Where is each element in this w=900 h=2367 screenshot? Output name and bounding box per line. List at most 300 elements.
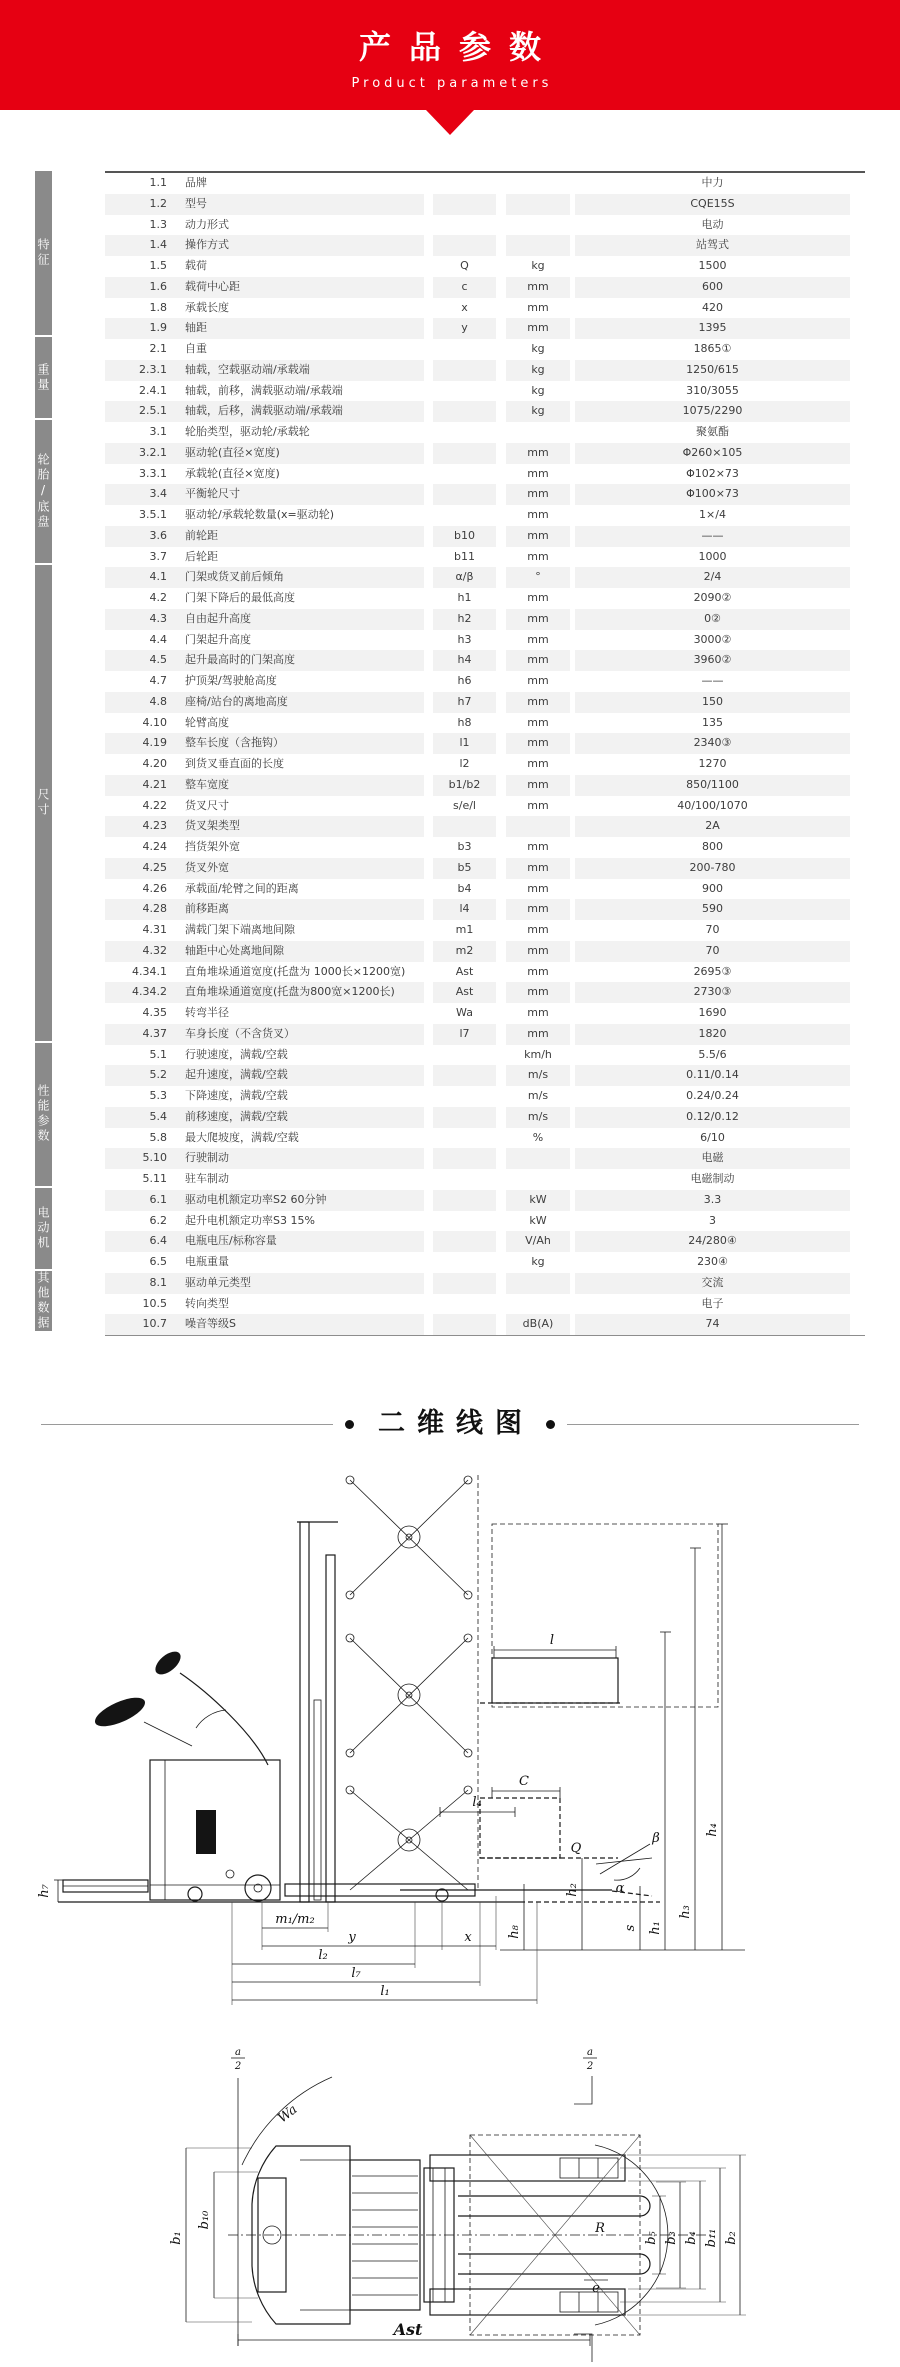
dim-label-h2: h₂ (565, 1883, 580, 1897)
group-label: 尺寸 (35, 565, 52, 1040)
row-value: 74 (575, 1314, 850, 1335)
table-row (105, 837, 865, 858)
row-unit: mm (506, 650, 570, 671)
row-label: 护顶架/驾驶舱高度 (185, 674, 277, 687)
row-unit: mm (506, 526, 570, 547)
row-unit: kW (529, 1213, 547, 1227)
table-row (105, 422, 865, 443)
row-label-cell (105, 588, 424, 609)
row-number: 2.5.1 (139, 404, 167, 418)
header-banner (0, 0, 900, 110)
row-value: CQE15S (575, 194, 850, 215)
row-unit: km/h (524, 1047, 552, 1061)
dim-label-a2-left-num: a (235, 2047, 241, 2058)
table-row (105, 339, 865, 360)
row-number: 4.32 (142, 943, 167, 957)
row-label: 转向类型 (185, 1296, 229, 1310)
row-label: 直角堆垛通道宽度(托盘为 1000长×1200宽) (185, 964, 406, 978)
row-value: 600 (575, 277, 850, 298)
row-unit: % (532, 1130, 544, 1144)
dim-label-b11: b₁₁ (704, 2228, 719, 2248)
row-value: 3000② (693, 632, 732, 646)
row-value: 2695③ (693, 964, 732, 978)
row-number: 1.8 (149, 300, 167, 314)
row-unit (506, 235, 570, 256)
row-number: 10.7 (142, 1317, 167, 1331)
row-label-cell (105, 1211, 424, 1232)
row-label-cell (105, 816, 424, 837)
row-unit: mm (506, 609, 570, 630)
row-number: 1.1 (149, 176, 167, 189)
row-label: 轮臂高度 (185, 715, 229, 729)
table-row (105, 1211, 865, 1232)
row-label-cell (105, 173, 424, 194)
row-unit: kg (531, 383, 545, 397)
row-value: 1395 (575, 318, 850, 339)
row-value: 2340③ (575, 733, 850, 754)
row-number: 6.1 (149, 1192, 167, 1206)
row-label-cell (105, 713, 424, 734)
row-symbol: b5 (433, 858, 496, 879)
row-symbol: Ast (455, 964, 474, 978)
row-symbol (433, 381, 496, 402)
row-label: 车身长度（不含货叉） (185, 1026, 295, 1040)
group-label: 性能参数 (35, 1043, 52, 1186)
row-number: 6.4 (149, 1234, 167, 1248)
table-row (105, 298, 865, 319)
heading-dot-right (546, 1420, 555, 1429)
row-label-cell (105, 547, 424, 568)
dim-label-c: C (519, 1774, 529, 1789)
row-value: 200-780 (575, 858, 850, 879)
row-label: 噪音等级S (185, 1317, 236, 1331)
row-label-cell (105, 837, 424, 858)
table-row (105, 1045, 865, 1066)
row-label: 门架起升高度 (185, 632, 251, 646)
table-row (105, 816, 865, 837)
table-row (105, 173, 865, 194)
dim-label-h7: h₇ (37, 1884, 52, 1898)
row-number: 4.34.1 (132, 964, 167, 978)
row-value: —— (701, 674, 724, 687)
table-row (105, 567, 865, 588)
row-label: 起升速度，满载/空载 (185, 1068, 288, 1082)
row-label: 驱动轮(直径×宽度) (185, 445, 280, 459)
row-label-cell (105, 609, 424, 630)
row-label: 承载长度 (185, 300, 229, 314)
row-symbol: b10 (433, 526, 496, 547)
row-value: 135 (702, 715, 723, 729)
row-label: 门架或货叉前后倾角 (185, 570, 284, 584)
row-unit: mm (527, 964, 549, 978)
row-unit: mm (527, 674, 549, 687)
dim-label-b5: b₅ (644, 2231, 659, 2245)
row-number: 1.3 (149, 217, 167, 231)
table-row (105, 194, 865, 215)
row-symbol: c (433, 277, 496, 298)
table-row (105, 1024, 865, 1045)
row-label-cell (105, 235, 424, 256)
row-label: 起升电机额定功率S3 15% (185, 1213, 315, 1227)
row-number: 4.2 (149, 591, 167, 604)
row-symbol: m2 (433, 941, 496, 962)
row-label-cell (105, 899, 424, 920)
row-value: 3.3 (575, 1190, 850, 1211)
row-label: 后轮距 (185, 549, 218, 563)
dim-label-l2: l₂ (318, 1948, 328, 1963)
row-symbol: h2 (433, 609, 496, 630)
table-row (105, 443, 865, 464)
row-label-cell (105, 1314, 424, 1335)
row-value: 站驾式 (575, 235, 850, 256)
table-row (105, 1148, 865, 1169)
table-row (105, 505, 865, 526)
dim-label-q: Q (570, 1841, 582, 1856)
row-number: 4.24 (142, 840, 167, 853)
row-label: 自重 (185, 342, 207, 355)
row-unit (506, 1148, 570, 1169)
row-value: 1690 (698, 1006, 727, 1019)
row-unit: kg (531, 342, 545, 355)
table-row (105, 941, 865, 962)
row-symbol: h4 (433, 650, 496, 671)
table-row (105, 318, 865, 339)
row-unit: mm (506, 982, 570, 1003)
spec-table (105, 171, 865, 1336)
row-symbol (433, 1294, 496, 1315)
row-label: 轴载，前移，满载驱动端/承载端 (185, 383, 343, 397)
row-label-cell (105, 484, 424, 505)
row-symbol (433, 443, 496, 464)
row-value: Φ100×73 (575, 484, 850, 505)
row-unit: mm (506, 941, 570, 962)
row-label: 承载轮(直径×宽度) (185, 466, 280, 480)
row-symbol (433, 1128, 496, 1149)
row-number: 4.22 (142, 798, 167, 812)
row-symbol: h1 (457, 591, 472, 604)
row-number: 4.28 (142, 902, 167, 916)
row-label: 承载面/轮臂之间的距离 (185, 881, 299, 895)
row-label-cell (105, 381, 424, 402)
table-row (105, 401, 865, 422)
table-row (105, 1294, 865, 1315)
row-label: 轴距中心处离地间隙 (185, 943, 284, 957)
table-row (105, 256, 865, 277)
group-label: 重量 (35, 337, 52, 418)
row-label: 操作方式 (185, 238, 229, 252)
table-row (105, 962, 865, 983)
row-label-cell (105, 1086, 424, 1107)
row-number: 4.7 (149, 674, 167, 687)
row-value: 150 (575, 692, 850, 713)
row-value: 70 (705, 923, 720, 936)
row-symbol (433, 1252, 496, 1273)
row-number: 3.4 (149, 487, 167, 501)
row-unit: mm (527, 508, 549, 521)
row-value: 交流 (575, 1273, 850, 1294)
dim-label-x: x (464, 1930, 472, 1945)
row-label-cell (105, 360, 424, 381)
row-label: 到货叉垂直面的长度 (185, 757, 284, 770)
row-unit (506, 194, 570, 215)
row-label-cell (105, 879, 424, 900)
row-number: 4.37 (142, 1026, 167, 1040)
dim-label-l1: l₁ (380, 1984, 390, 1999)
row-number: 3.5.1 (139, 508, 167, 521)
row-label: 前轮距 (185, 528, 218, 542)
table-row (105, 277, 865, 298)
row-unit: mm (527, 881, 549, 895)
group-label: 其他数据 (36, 1270, 50, 1331)
row-unit: kg (506, 401, 570, 422)
row-label-cell (105, 1252, 424, 1273)
row-label: 品牌 (185, 176, 207, 189)
row-value: 230④ (697, 1255, 728, 1268)
row-symbol (433, 1211, 496, 1232)
row-symbol: b4 (457, 881, 472, 895)
row-label: 驻车制动 (185, 1172, 229, 1185)
row-number: 4.25 (142, 860, 167, 874)
row-label: 满载门架下端离地间隙 (185, 923, 295, 936)
row-value: 1270 (698, 757, 727, 770)
row-label-cell (105, 422, 424, 443)
row-value: 420 (702, 300, 723, 314)
row-unit (506, 816, 570, 837)
table-row (105, 360, 865, 381)
dim-label-h4: h₄ (705, 1823, 720, 1837)
dim-label-b1: b₁ (169, 2231, 184, 2245)
row-number: 6.5 (149, 1255, 167, 1268)
row-value: 电动 (701, 217, 724, 231)
row-value: 电子 (701, 1296, 724, 1310)
row-label-cell (105, 692, 424, 713)
row-unit: mm (527, 632, 549, 646)
row-number: 2.3.1 (139, 362, 167, 376)
row-unit (506, 173, 570, 194)
row-symbol: α/β (433, 567, 496, 588)
dim-label-r: R (595, 2221, 605, 2236)
row-value: 40/100/1070 (677, 798, 748, 812)
row-unit: mm (506, 692, 570, 713)
row-unit: mm (527, 591, 549, 604)
row-unit: mm (506, 277, 570, 298)
row-number: 4.3 (149, 611, 167, 625)
row-symbol: l2 (459, 757, 470, 770)
dim-label-h8: h₈ (507, 1925, 522, 1939)
row-label-cell (105, 1065, 424, 1086)
table-row (105, 1065, 865, 1086)
row-unit: mm (506, 318, 570, 339)
row-symbol (433, 464, 496, 485)
row-number: 5.3 (149, 1089, 167, 1102)
row-label-cell (105, 1169, 424, 1190)
row-label: 行驶制动 (185, 1151, 229, 1165)
row-label-cell (105, 1003, 424, 1024)
row-label: 驱动轮/承载轮数量(x=驱动轮) (185, 508, 335, 521)
row-value: 3 (709, 1213, 716, 1227)
row-value: 0.11/0.14 (575, 1065, 850, 1086)
row-label: 驱动电机额定功率S2 60分钟 (185, 1192, 327, 1206)
row-label: 直角堆垛通道宽度(托盘为800宽×1200长) (185, 985, 395, 999)
row-label-cell (105, 920, 424, 941)
row-value: 850/1100 (575, 775, 850, 796)
row-symbol: l7 (433, 1024, 496, 1045)
row-label-cell (105, 256, 424, 277)
row-unit: mm (506, 443, 570, 464)
row-number: 4.21 (142, 777, 167, 791)
row-label-cell (105, 505, 424, 526)
row-value: Φ102×73 (686, 466, 739, 480)
diagram-title: 二维线图 (378, 1408, 534, 1439)
row-unit: m/s (527, 1089, 549, 1102)
row-label: 挡货架外宽 (185, 840, 240, 853)
table-row (105, 1252, 865, 1273)
table-row (105, 1190, 865, 1211)
row-symbol: h8 (457, 715, 472, 729)
row-number: 3.3.1 (139, 466, 167, 480)
row-unit: mm (506, 484, 570, 505)
row-label-cell (105, 671, 424, 692)
table-row (105, 1086, 865, 1107)
row-unit: mm (527, 300, 549, 314)
row-number: 4.26 (142, 881, 167, 895)
row-unit: kg (531, 259, 545, 272)
row-label: 门架下降后的最低高度 (185, 591, 295, 604)
row-number: 5.8 (149, 1130, 167, 1144)
heading-rule-left (41, 1424, 333, 1425)
row-symbol: h6 (457, 674, 472, 687)
row-number: 5.2 (149, 1068, 167, 1082)
row-label: 转弯半径 (185, 1006, 229, 1019)
row-label-cell (105, 733, 424, 754)
dim-label-m1m2: m₁/m₂ (275, 1912, 315, 1927)
row-number: 5.4 (149, 1109, 167, 1123)
row-label: 整车宽度 (185, 777, 229, 791)
row-value: 2A (575, 816, 850, 837)
row-number: 1.2 (149, 196, 167, 210)
line-drawing-section (0, 1460, 900, 2367)
row-number: 4.35 (142, 1006, 167, 1019)
row-symbol (433, 1190, 496, 1211)
dim-label-l4: l₄ (472, 1795, 482, 1810)
row-number: 4.5 (149, 653, 167, 667)
table-row (105, 671, 865, 692)
dim-label-b4: b₄ (684, 2231, 699, 2245)
row-label: 前移速度，满载/空载 (185, 1109, 288, 1123)
row-number: 3.2.1 (139, 445, 167, 459)
row-unit: m/s (506, 1107, 570, 1128)
row-label: 自由起升高度 (185, 611, 251, 625)
row-unit: mm (506, 733, 570, 754)
row-unit: mm (527, 798, 549, 812)
row-symbol: s/e/l (453, 798, 476, 812)
table-row (105, 630, 865, 651)
row-symbol (433, 194, 496, 215)
dim-label-alpha: α (615, 1881, 625, 1896)
row-unit: dB(A) (506, 1314, 570, 1335)
table-row (105, 547, 865, 568)
dim-label-a2-left-den: 2 (234, 2061, 242, 2072)
row-number: 1.6 (149, 279, 167, 293)
row-symbol (433, 401, 496, 422)
row-symbol (433, 1231, 496, 1252)
dim-label-e: e (592, 2281, 600, 2296)
row-unit: mm (506, 775, 570, 796)
row-symbol (433, 1148, 496, 1169)
row-symbol: Wa (456, 1006, 473, 1019)
row-number: 4.31 (142, 923, 167, 936)
row-label-cell (105, 1273, 424, 1294)
dim-label-l7: l₇ (351, 1966, 361, 1981)
dim-label-a2-right-num: a (587, 2047, 593, 2058)
table-row (105, 982, 865, 1003)
row-number: 4.10 (142, 715, 167, 729)
row-label: 平衡轮尺寸 (185, 487, 240, 501)
row-label-cell (105, 754, 424, 775)
row-unit: mm (527, 715, 549, 729)
dim-label-y: y (348, 1930, 356, 1945)
row-value: 中力 (701, 176, 724, 189)
row-symbol (433, 173, 496, 194)
row-label: 货叉尺寸 (185, 798, 229, 812)
row-value: 2730③ (575, 982, 850, 1003)
row-label: 动力形式 (185, 217, 229, 231)
row-symbol: l1 (433, 733, 496, 754)
row-label-cell (105, 858, 424, 879)
row-label-cell (105, 443, 424, 464)
row-value: —— (575, 526, 850, 547)
row-value: 1000 (698, 549, 727, 563)
row-number: 10.5 (142, 1296, 167, 1310)
table-row (105, 1314, 865, 1335)
table-row (105, 650, 865, 671)
row-label: 轴载，空载驱动端/承载端 (185, 362, 310, 376)
row-label: 座椅/站台的离地高度 (185, 694, 288, 708)
row-label-cell (105, 464, 424, 485)
row-label-cell (105, 1190, 424, 1211)
row-label: 轴载，后移，满载驱动端/承载端 (185, 404, 343, 418)
row-number: 4.19 (142, 736, 167, 750)
row-value: 24/280④ (575, 1231, 850, 1252)
dim-label-s: s (623, 1924, 638, 1932)
side-view (37, 1475, 745, 2005)
row-number: 2.4.1 (139, 383, 167, 397)
row-unit (506, 1273, 570, 1294)
row-value: 0② (575, 609, 850, 630)
row-symbol (433, 1086, 496, 1107)
table-row (105, 899, 865, 920)
row-unit: mm (527, 923, 549, 936)
row-symbol (433, 215, 496, 236)
dim-label-l: l (549, 1633, 555, 1648)
table-row (105, 526, 865, 547)
table-row (105, 879, 865, 900)
row-label-cell (105, 650, 424, 671)
row-value: 0.24/0.24 (686, 1089, 739, 1102)
row-label-cell (105, 982, 424, 1003)
table-row (105, 1128, 865, 1149)
row-value: 590 (575, 899, 850, 920)
row-symbol (433, 1273, 496, 1294)
row-symbol: x (461, 300, 468, 314)
row-value: 1500 (698, 259, 727, 272)
banner-arrow-decoration (426, 110, 474, 135)
table-row (105, 692, 865, 713)
row-symbol: h3 (457, 632, 472, 646)
row-unit: mm (527, 757, 549, 770)
row-unit (506, 422, 570, 443)
row-label-cell (105, 526, 424, 547)
